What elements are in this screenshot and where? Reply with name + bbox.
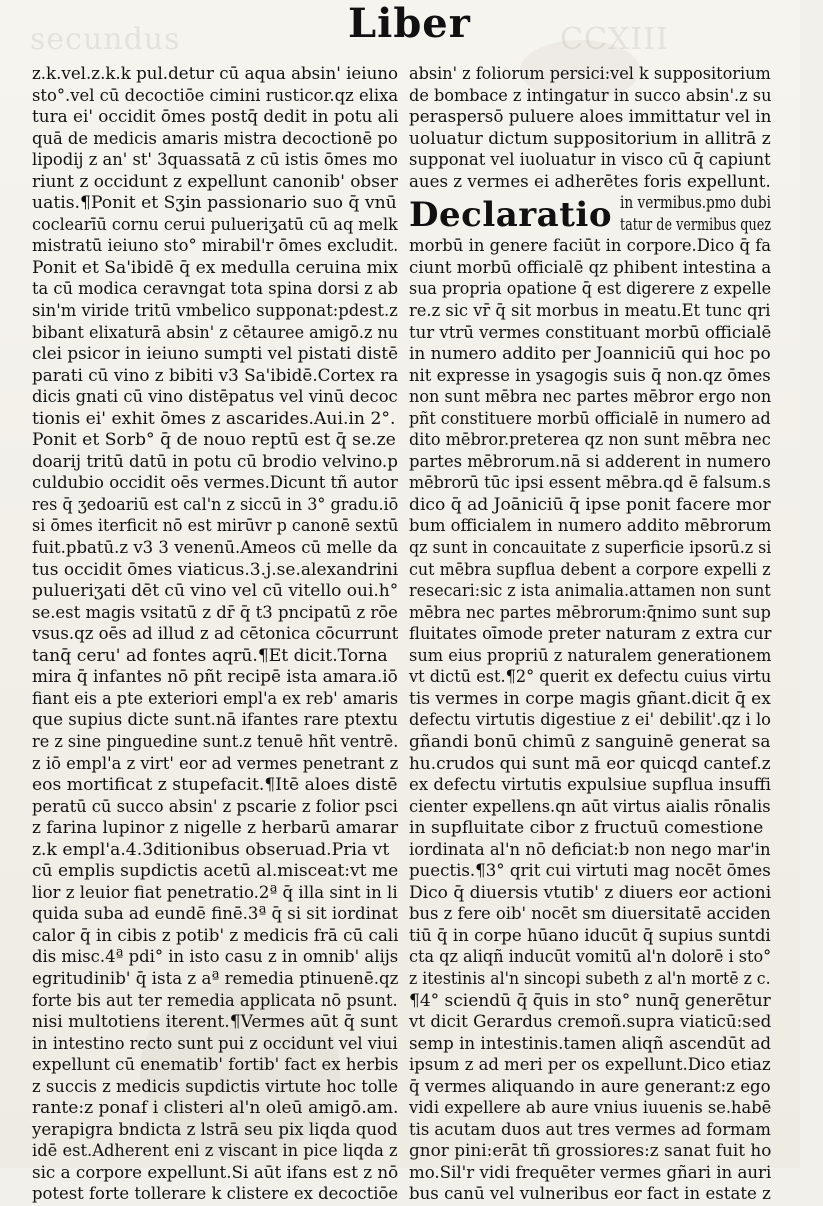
text-line: in supfluitate cibor z fructuū comestione <box>409 818 764 839</box>
text-line: res q̄ ʒedoariū est cal'n z siccū in 3° gradu.iō <box>32 494 399 515</box>
text-line: qz sunt in concauitate z superficie ipsorū.z si <box>409 538 772 559</box>
text-line: in intestino recto sunt pui z occidunt vel viui <box>32 1033 398 1054</box>
text-line: clei psicor in ieiuno sumpti vel pistati distē <box>32 344 399 365</box>
text-line: cut mēbra supflua debent a corpore expelli z <box>409 559 771 580</box>
text-line: non sunt mēbra nec partes mēbror ergo non <box>409 387 772 408</box>
text-line: coclearīū cornu cerui pulueriʒatū cū aq melk <box>32 214 398 235</box>
text-line: tatur de vermibus quez <box>620 214 772 235</box>
text-line: tur vtrū vermes constituant morbū officialē <box>409 322 772 343</box>
text-line: mira q̄ infantes nō pñt recipē ista amara.iō <box>32 667 398 688</box>
text-line: dito mēbror.preterea qz non sunt mēbra nec <box>409 430 771 451</box>
text-line: tis vermes in corpe magis gñant.dicit q̄ ex <box>409 688 771 709</box>
bleed-through-text-right: CCXIII <box>560 22 669 57</box>
text-line: z itestinis al'n sincopi subeth z al'n mortē z c. <box>409 968 771 989</box>
right-column-body <box>409 236 771 1206</box>
text-line: Ponit et Sorb° q̄ de nouo reptū est q̄ se.ze <box>32 430 396 451</box>
text-line: parati cū vino z bibiti v3 Sa'ibidē.Cortex ra <box>32 365 399 386</box>
text-line: aues z vermes ei adherētes foris expellunt. <box>409 171 771 192</box>
text-line: ¶4° sciendū q̄ q̄uis in sto° nunq̄ generētur <box>409 990 771 1011</box>
text-line: absin' z foliorum persici:vel k suppositorium <box>409 64 771 84</box>
text-line: bus canū vel vulneribus eor fact in estate z <box>409 1184 771 1205</box>
text-line: re.z sic vr̄ q̄ sit morbus in meatu.Et tunc qri <box>409 301 771 322</box>
text-line: calor q̄ in cibis z potib' z medicis frā cū cali <box>32 925 399 946</box>
heading-rest <box>620 193 823 236</box>
text-line: expellunt cū enematib' fortib' fact ex herbis <box>32 1055 399 1076</box>
heading-word: Declaratio <box>409 195 613 236</box>
text-line: ipsum z ad meri per os expellunt.Dico etiaz <box>409 1055 771 1076</box>
text-line: eos mortificat z stupefacit.¶Itē aloes distē <box>32 775 398 796</box>
text-line: gñandi bonū chimū z sanguinē generat sa <box>409 731 771 752</box>
section-heading <box>409 193 771 236</box>
text-line: tiū q̄ in corpe hūano iducūt q̄ supius suntdi <box>409 925 771 946</box>
text-line: morbū in genere faciūt in corpore.Dico q̄ fa <box>409 236 772 257</box>
text-line: hu.crudos qui sunt mā eor quicqd cantef.z <box>409 753 771 774</box>
text-line: quida suba ad eundē finē.3ª q̄ si sit iordinat <box>32 904 398 925</box>
text-line: ex defectu virtutis expulsiue supflua insuffi <box>409 775 771 796</box>
text-line: pulueriʒati dēt cū vino vel cū vitello oui.h° <box>32 581 399 602</box>
text-line: fluitates oīmode preter naturam z extra cur <box>409 624 772 645</box>
text-line: mo.Sil'r vidi frequēter vermes gñari in auri <box>409 1162 772 1183</box>
text-line: bibant elixaturā absin' z cētauree amigō.z nu <box>32 322 399 343</box>
text-line: nisi multotiens iterent.¶Vermes aūt q̄ sunt <box>32 1012 398 1033</box>
bleed-through-text-left: secundus <box>30 22 181 57</box>
text-line: peraspersō puluere aloes immittatur vel in <box>409 107 772 128</box>
right-column-top <box>409 64 771 193</box>
text-line: puectis.¶3° qrit cui virtuti mag nocēt ōmes <box>409 861 771 882</box>
text-line: partes mēbrorum.nā si adderent in numero <box>409 451 771 472</box>
text-line: fuit.pbatū.z v3 3 venenū.Ameos cū melle da <box>32 538 398 559</box>
text-line: tura ei' occidit ōmes postq̄ dedit in potu ali <box>32 107 399 128</box>
text-line: nit expresse in ysagogis suis q̄ non.qz ōmes <box>409 365 771 386</box>
text-line: quā de medicis amaris mistra decoctionē po <box>32 128 398 149</box>
text-line: rante:z ponaf i clisteri al'n oleū amigō.am. <box>32 1098 399 1119</box>
text-line: cta qz aliqñ inducūt vomitū al'n dolorē i sto° <box>409 947 772 968</box>
text-line: q̄ vermes aliquando in aure generant:z ego <box>409 1076 771 1097</box>
text-line: in numero addito per Joanniciū qui hoc po <box>409 344 771 365</box>
text-line: z.k empl'a.4.3ditionibus obseruad.Pria vt <box>32 839 390 860</box>
text-line: sua propria opatione q̄ est digerere z expelle <box>409 279 772 300</box>
text-line: tis acutam duos aut tres vermes ad formam <box>409 1119 771 1140</box>
text-line: z.k.vel.z.k.k pul.detur cū aqua absin' ieiuno <box>32 64 399 84</box>
text-line: que supius dicte sunt.nā ifantes rare ptextu <box>32 710 398 731</box>
text-line: tus occidit ōmes viaticus.3.j.se.alexandrini <box>32 559 399 580</box>
text-line: z iō empl'a z virt' eor ad vermes penetrant z <box>32 753 399 774</box>
text-line: resecari:sic z ista animalia.attamen non sunt <box>409 581 771 602</box>
text-line: uatis.¶Ponit et Sʒin passionario suo q̄ vnū <box>32 193 397 214</box>
text-line: bum officialem in numero addito mēbrorum <box>409 516 772 537</box>
text-line: fiant eis a pte exteriori empl'a ex reb' amaris <box>32 688 399 709</box>
text-line: yerapigra bndicta z lstrā seu pix liqda quod <box>32 1119 398 1140</box>
text-line: cū emplis supdictis acetū al.misceat:vt me <box>32 861 399 882</box>
text-line: sin'm viride tritū vmbelico supponat:pdest.z <box>32 301 398 322</box>
text-line: semp in intestinis.tamen aliqñ ascendūt ad <box>409 1033 772 1054</box>
text-line: mēbra nec partes mēbrorum:q̄nimo sunt sup <box>409 602 771 623</box>
text-line: supponat vel iuoluatur in visco cū q̄ capiunt <box>409 150 771 171</box>
text-line: uoluatur dictum suppositorium in allitrā z <box>409 128 771 149</box>
text-line: sum eius propriū z naturalem generationem <box>409 645 772 666</box>
text-line: Dico q̄ diuersis vtutib' z diuers eor actioni <box>409 882 772 903</box>
text-line: culdubio occidit oēs vermes.Dicunt tñ autor <box>32 473 398 494</box>
text-line: dis misc.4ª pdi° in isto casu z in omnib' alijs <box>32 947 399 968</box>
text-line: ciunt morbū officialē qz phibent intestina a <box>409 257 772 278</box>
text-line: gnor pini:erāt tñ grossiores:z sanat fuit ho <box>409 1141 772 1162</box>
text-line: z succis z medicis supdictis virtute hoc tolle <box>32 1076 398 1097</box>
text-line: egritudinib' q̄ ista z aª remedia ptinuenē.qz <box>32 968 399 989</box>
text-line: potest forte tollerare k clistere ex decoctiōe <box>32 1184 399 1205</box>
text-line: vt dictū est.¶2° querit ex defectu cuius virtu <box>409 667 772 688</box>
text-line: dicis gnati cū vino distēpatus vel vinū decoc <box>32 387 398 408</box>
text-line: tanq̄ ceru' ad fontes aqrū.¶Et dicit.Torna <box>32 645 388 666</box>
text-line: lior z leuior fiat penetratio.2ª q̄ illa sint in li <box>32 882 398 903</box>
right-column <box>409 64 771 1206</box>
text-line: iordinata al'n nō deficiat:b non nego mar'in <box>409 839 771 860</box>
left-column <box>32 64 398 1206</box>
text-line: mistratū ieiuno sto° mirabil'r ōmes excludit. <box>32 236 399 257</box>
text-line: si ōmes iterficit nō est mirūvr p canonē sextū <box>32 516 399 537</box>
text-line: doarij tritū datū in potu cū brodio velvino.p <box>32 451 398 472</box>
text-line: re z sine pinguedine sunt.z tenuē hñt ventrē. <box>32 731 399 752</box>
text-line: Ponit et Sa'ibidē q̄ ex medulla ceruina mix <box>32 257 398 278</box>
text-line: pñt constituere morbū officialē in numero ad <box>409 408 771 429</box>
text-line: tionis ei' exhit ōmes z ascarides.Aui.in 2°. <box>32 408 396 429</box>
text-line: idē est.Adherent eni z viscant in pice liqda z <box>32 1141 398 1162</box>
running-head: Liber <box>348 0 471 47</box>
text-line: se.est magis vsitatū z dr̄ q̄ t3 pncipatū z rōe <box>32 602 398 623</box>
text-line: vt dicit Gerardus cremoñ.supra viaticū:sed <box>409 1012 772 1033</box>
text-line: z farina lupinor z nigelle z herbarū amarar <box>32 818 399 839</box>
text-line: bus z fere oib' nocēt sm diuersitatē acciden <box>409 904 771 925</box>
text-line: cienter expellens.qn aūt virtus aialis rōnalis <box>409 796 771 817</box>
text-line: sto°.vel cū decoctiōe cimini rusticor.qz elixa <box>32 85 399 106</box>
text-line: mēbrorū tūc ipsi essent mēbra.qd ē falsum.s <box>409 473 771 494</box>
text-line: riunt z occidunt z expellunt canonib' obser <box>32 171 399 192</box>
text-line: lipodij z an' st' 3quassatā z cū istis ōmes mo <box>32 150 398 171</box>
text-line: de bombace z intingatur in succo absin'.z su <box>409 85 772 106</box>
text-line: peratū cū succo absin' z pscarie z folior psci <box>32 796 398 817</box>
text-line: dico q̄ ad Joāniciū q̄ ipse ponit facere mor <box>409 494 771 515</box>
text-line: in vermibus.pmo dubi <box>620 193 771 214</box>
text-line: sic a corpore expellunt.Si aūt ifans est z nō <box>32 1162 399 1183</box>
text-line: ta cū modica ceravngat tota spina dorsi z ab <box>32 279 399 300</box>
text-line: vidi expellere ab aure vnius iuuenis se.habē <box>409 1098 772 1119</box>
text-line: vsus.qz oēs ad illud z ad cētonica cōcurrunt <box>32 624 399 645</box>
text-line: defectu virtutis digestiue z ei' debilit'.qz i lo <box>409 710 771 731</box>
text-line: forte bis aut ter remedia applicata nō psunt. <box>32 990 398 1011</box>
